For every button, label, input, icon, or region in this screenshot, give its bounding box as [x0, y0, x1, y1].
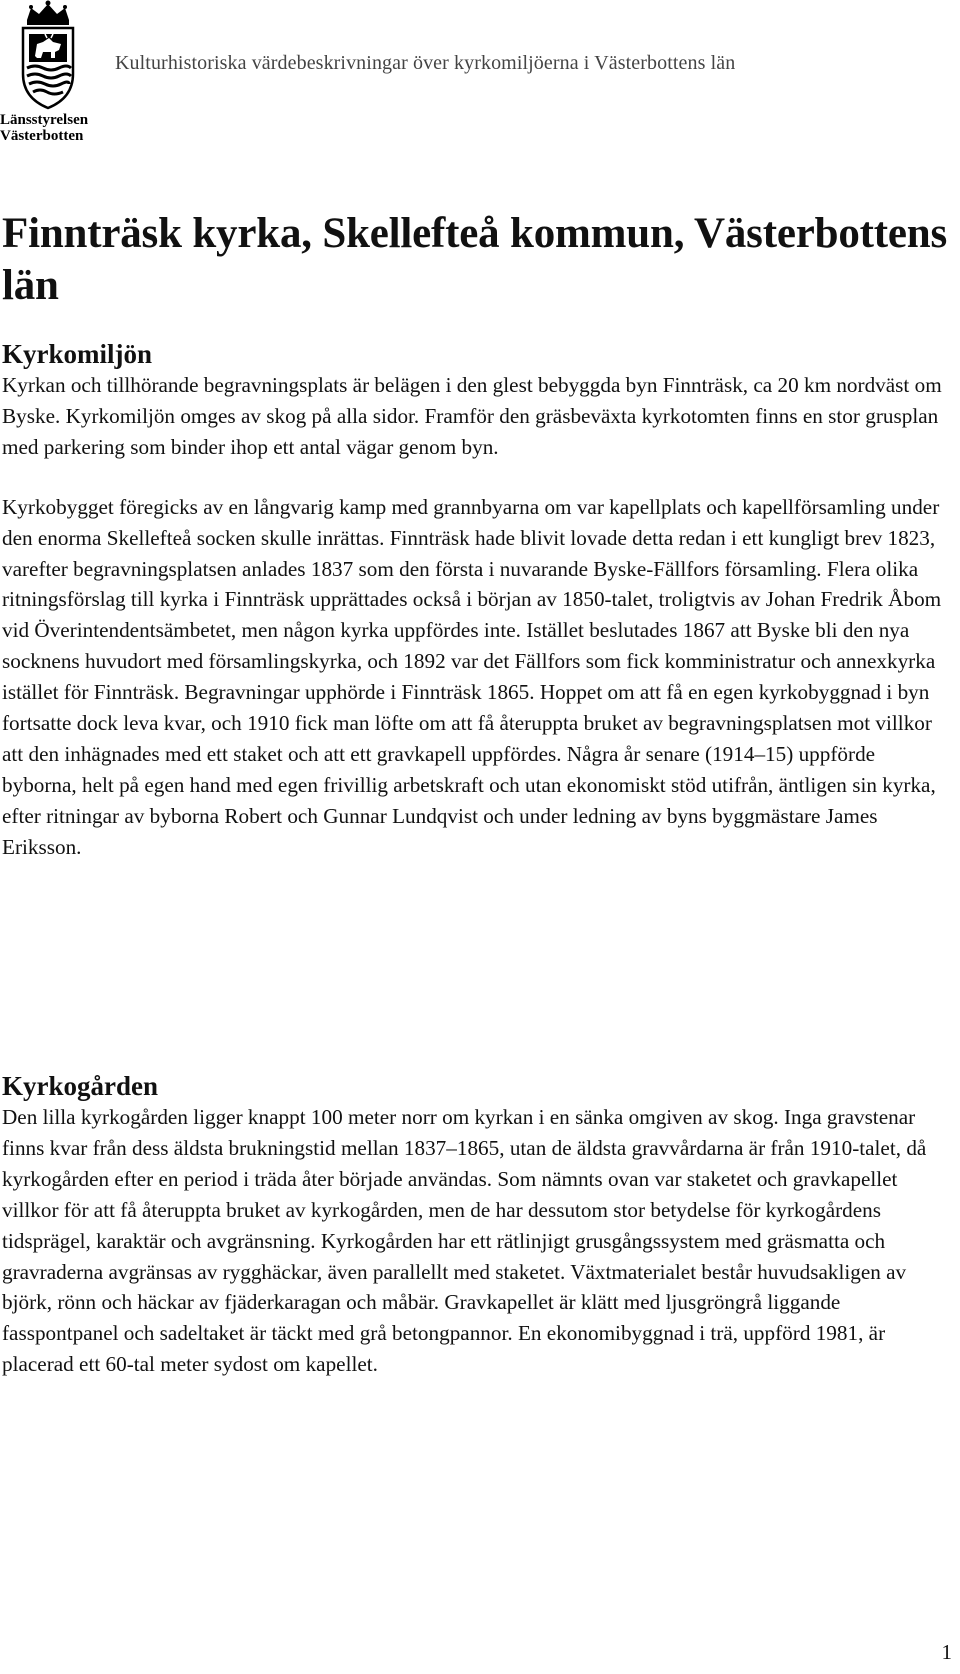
agency-name-line-2: Västerbotten [0, 128, 84, 144]
crown-shield-icon [17, 0, 79, 112]
section-heading: Kyrkomiljön [2, 339, 153, 369]
page-number: 1 [941, 1640, 952, 1664]
section-kyrkomiljon [2, 338, 952, 863]
agency-name [0, 112, 100, 144]
section-kyrkogarden [2, 1070, 952, 1380]
section-heading: Kyrkogården [2, 1071, 159, 1101]
document-title: Finnträsk kyrka, Skellefteå kommun, Västerbottens län [2, 210, 947, 309]
section-paragraph: Den lilla kyrkogården ligger knappt 100 meter norr om kyrkan i en sänka omgiven av skog. Inga gravstenar finns kvar från dess äldsta brukningstid mellan 1837–1865, utan de äldsta gravvårdarna är från 1910-talet, då kyrkogården efter en period i träda åter började användas. Som nämnts ovan var staketet och gravkapellet villkor för att få återuppta bruket av kyrkogården, men de har dessutom stor betydelse för kyrkogårdens tidsprägel, karaktär och avgränsning. Kyrkogården har ett rätlinjigt grusgångssystem med gräsmatta och gravraderna avgränsas av rygghäckar, även parallellt med staketet. Växtmaterialet består huvudsakligen av björk, rönn och häckar av fjäderkaragan och måbär. Gravkapellet är klätt med ljusgröngrå liggande fasspontpanel och sadeltaket är täckt med grå betongpannor. En ekonomibyggnad i trä, uppförd 1981, är placerad ett 60-tal meter sydost om kapellet. [2, 1105, 927, 1377]
section-paragraph: Kyrkan och tillhörande begravningsplats är belägen i den glest bebyggda byn Finnträsk, ca 20 km nordväst om Byske. Kyrkomiljön omges av skog på alla sidor. Framför den gräsbeväxta kyrkotomten finns en stor grusplan med parkering som binder ihop ett antal vägar genom byn. [2, 373, 942, 459]
running-header: Kulturhistoriska värdebeskrivningar över kyrkomiljöerna i Västerbottens län [115, 52, 736, 74]
section-paragraph: Kyrkobygget föregicks av en långvarig kamp med grannbyarna om var kapellplats och kapellförsamling under den enorma Skellefteå socken skulle inrättas. Finnträsk hade blivit lovade detta redan i ett kungligt brev 1823, varefter begravningsplatsen anlades 1837 som den första i nuvarande Byske-Fällfors församling. Flera olika ritningsförslag till kyrka i Finnträsk upprättades också i början av 1850-talet, troligtvis av Johan Fredrik Åbom vid Överintendentsämbetet, men någon kyrka uppfördes inte. Istället beslutades 1867 att Byske bli den nya socknens huvudort med församlingskyrka, och 1892 var det Fällfors som fick komministratur och annexkyrka istället för Finnträsk. Begravningar upphörde i Finnträsk 1865. Hoppet om att få en egen kyrkobyggnad i byn fortsatte dock leva kvar, och 1910 fick man löfte om att få återuppta bruket av begravningsplatsen mot villkor att den inhägnades med ett staket och att ett gravkapell uppfördes. Några år senare (1914–15) uppförde byborna, helt på egen hand med egen frivillig arbetskraft och utan ekonomiskt stöd utifrån, äntligen sin kyrka, efter ritningar av byborna Robert och Gunnar Lundqvist och under ledning av byns byggmästare James Eriksson. [2, 494, 942, 859]
agency-name-line-1: Länsstyrelsen [0, 112, 89, 128]
